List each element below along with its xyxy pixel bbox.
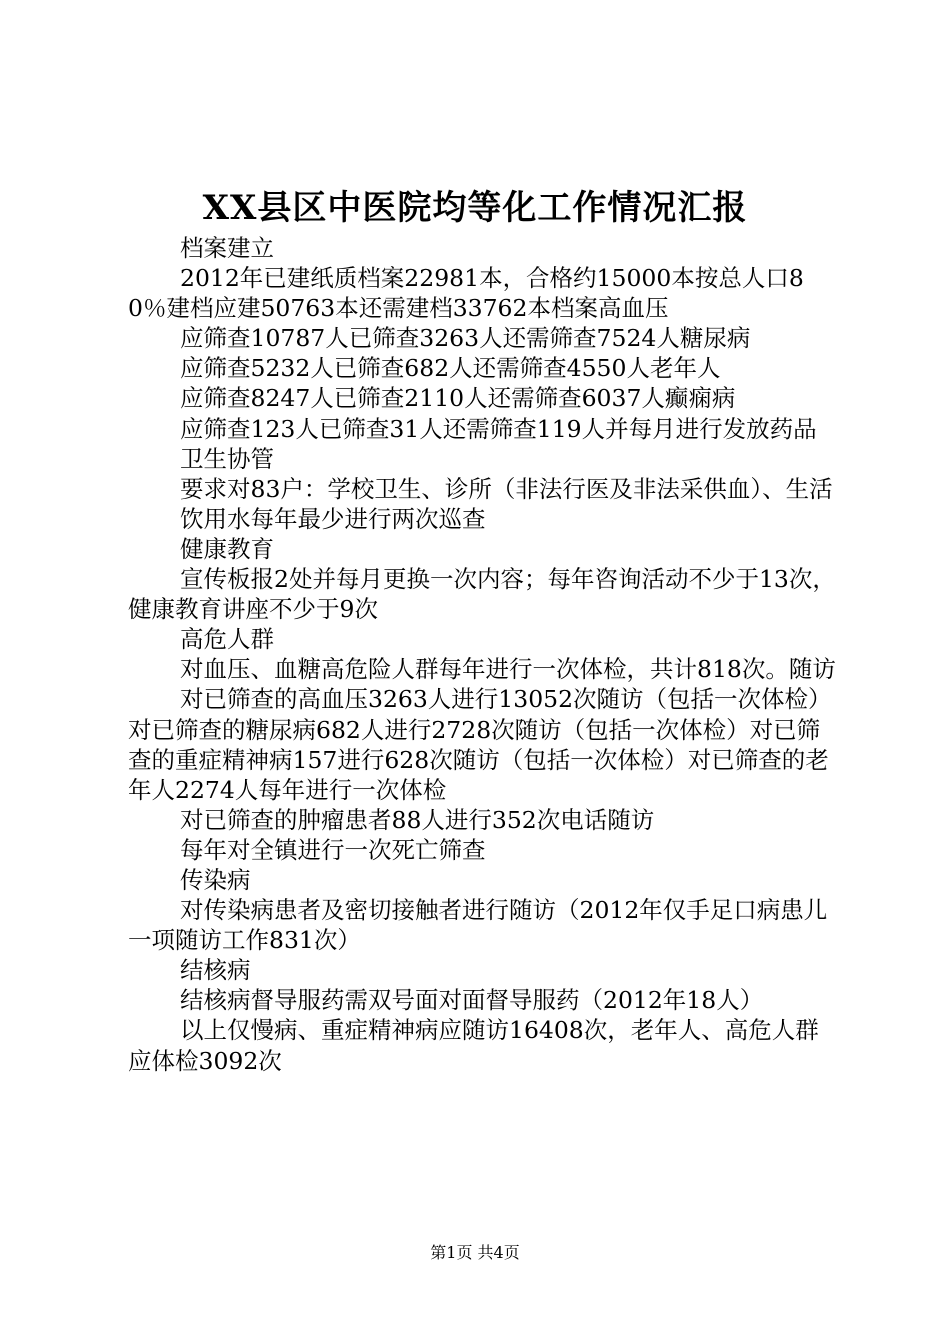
document-title: XX县区中医院均等化工作情况汇报: [202, 188, 748, 228]
paragraph-diabetes-screening: 应筛查5232人已筛查682人还需筛查4550人老年人: [180, 354, 721, 383]
paragraph-infectious-detail: 对传染病患者及密切接触者进行随访（2012年仅手足口病患儿一项随访工作831次）: [128, 896, 828, 955]
paragraph-tuberculosis-detail: 结核病督导服药需双号面对面督导服药（2012年18人）: [180, 986, 764, 1015]
paragraph-water-inspection: 饮用水每年最少进行两次巡查: [180, 504, 486, 533]
paragraph-health-education-detail: 宣传板报2处并每月更换一次内容；每年咨询活动不少于13次，健康教育讲座不少于9次: [128, 565, 836, 624]
paragraph-archive-heading: 档案建立: [180, 234, 274, 262]
paragraph-follow-up-detail: 对已筛查的高血压3263人进行13052次随访（包括一次体检）对已筛查的糖尿病682人进行2728次随访（包括一次体检）对已筛查的重症精神病157进行628次随访（包括一次体检）对已筛查的老年人2274人每年进行一次体检: [128, 685, 832, 804]
paragraph-elderly-screening: 应筛查8247人已筛查2110人还需筛查6037人癫痫病: [180, 384, 736, 413]
paragraph-health-supervision-heading: 卫生协管: [180, 444, 274, 473]
paragraph-hypertension-screening: 应筛查10787人已筛查3263人还需筛查7524人糖尿病: [180, 324, 751, 353]
paragraph-high-risk-detail: 对血压、血糖高危险人群每年进行一次体检，共计818次。随访: [180, 655, 836, 684]
page-footer: 第1页 共4页: [430, 1243, 520, 1262]
paragraph-high-risk-heading: 高危人群: [180, 625, 274, 654]
paragraph-infectious-heading: 传染病: [180, 865, 251, 894]
paragraph-death-screening: 每年对全镇进行一次死亡筛查: [180, 835, 486, 864]
paragraph-health-education-heading: 健康教育: [180, 534, 274, 563]
paragraph-tumor-follow-up: 对已筛查的肿瘤患者88人进行352次电话随访: [180, 805, 655, 834]
document-body: [128, 233, 840, 1076]
paragraph-epilepsy-screening: 应筛查123人已筛查31人还需筛查119人并每月进行发放药品: [180, 414, 817, 443]
paragraph-summary: 以上仅慢病、重症精神病应随访16408次，老年人、高危人群应体检3092次: [128, 1016, 819, 1075]
paragraph-archive-detail: 2012年已建纸质档案22981本，合格约15000本按总人口80％建档应建50763本还需建档33762本档案高血压: [128, 264, 804, 323]
paragraph-tuberculosis-heading: 结核病: [180, 956, 251, 985]
paragraph-health-supervision-detail: 要求对83户：学校卫生、诊所（非法行医及非法采供血）、生活: [180, 474, 833, 503]
